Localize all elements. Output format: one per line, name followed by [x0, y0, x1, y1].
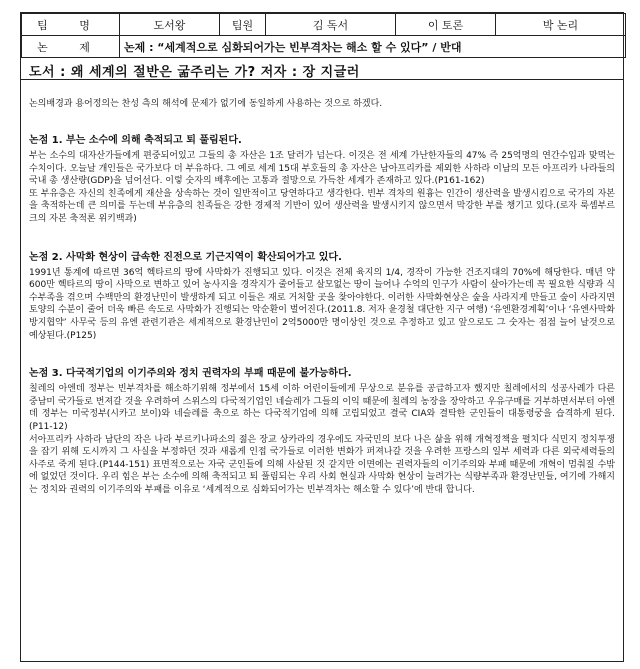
section-body [29, 383, 615, 496]
section-3 [29, 364, 615, 496]
member-1: 김 독서 [266, 14, 396, 36]
paragraph: 또 부유층은 자신의 친족에게 재산을 상속하는 것이 일반적이고 당연하다고 생각한다. 빈부 격차의 원흉는 인간이 생산력을 발생시킴으로 국가의 자본을 축적하는데 큰 의미를 두는데 부유층의 친족들은 강한 경제적 기반이 있어 생산력을 발생시키지 않으면서 막강한 부를 챙기고 있다.(로자 룩셈부르크의 자본 축적론 위키백과) [29, 188, 615, 224]
section-title: 논점 1. 부는 소수에 의해 축적되고 퇴 풀림된다. [29, 135, 242, 146]
team-label: 팀 명 [22, 14, 120, 36]
member-3: 박 논리 [496, 14, 626, 36]
book-line: 도서 : 왜 세계의 절반은 굶주리는 가? 저자 : 장 지글러 [21, 58, 623, 80]
section-title: 논점 3. 다국적기업의 이기주의와 정치 권력자의 부패 때문에 불가능하다. [29, 368, 352, 380]
section-body [29, 150, 615, 226]
member-label: 팀원 [220, 14, 266, 36]
topic-row [22, 36, 626, 58]
essay-body [21, 80, 623, 496]
info-table [21, 13, 626, 58]
section-title: 논점 2. 사막화 현상이 급속한 진전으로 기근지역이 확산되어가고 있다. [29, 251, 342, 263]
paragraph: 부는 소수의 대자산가들에게 편중되어있고 그들의 총 자산은 1조 달러가 넘는다. 이것은 전 세계 가난한자들의 47% 즉 25억명의 연간수입과 맞먹는 수치이다. 오늘날 개인들은 국가보다 더 부유하다. 그 예로 세계 15대 부호들의 총 자산은 남아프리카를 제외한 사하라 이남의 모든 아프리카 나라들의 국내 총 생산량(GDP)을 넘어선다. 이렇 숫자의 배후에는 고통과 절망으로 가득찬 세계가 존재하고 있다.(P161-162) [29, 151, 615, 187]
team-name: 도서왕 [120, 14, 220, 36]
section-2 [29, 248, 615, 343]
document-sheet [20, 12, 624, 662]
paragraph: 1991년 통계에 따르면 36억 헥타르의 땅에 사막화가 진행되고 있다. 이것은 전체 육지의 1/4, 경작이 가능한 건조지대의 70%에 해당한다. 매년 약600만 헥타르의 땅이 사막으로 변하고 있어 농사지을 경작지가 줄어들고 살모없는 땅이 늘어나 수억의 인구가 사람이 살아가는데 꼭 필요한 식량과 식수부족을 겪으며 수백만의 환경난민이 발생하게 되고 이들은 재로 거처할 곳을 찾아야한다. 이러한 사막화현상은 숲을 사라지게 만들고 숲이 사라지면 토양의 수분이 줄어 더욱 빠른 속도로 사막화가 진행되는 악순환이 벌어진다.(2011.8. 저자 윤경철 대단한 지구 여행) ‘유엔환경계획’이나 ‘유엔사막화 방지협약’ 사무국 등의 유엔 관련기관은 세계적으로 환경난민이 2억5000만 명이상인 것으로 추정하고 있고 앞으로도 그 숫자는 점점 늘어 날것으로 예상된다.(P125) [29, 267, 615, 341]
member-2: 이 토론 [396, 14, 496, 36]
paragraph: 칠레의 아엔데 정부는 빈부격차를 해소하기위해 정부에서 15세 이하 어린이들에게 무상으로 분유를 공급하고자 했지만 칠레에서의 성공사례가 다른 중남미 국가들로 번져갈 것을 우려하여 스위스의 다국적기업인 네슬레가 그들의 이익 때문에 칠레의 농장을 장악하고 우유구매를 거부하면서부터 아엔데 정부는 미국정부(시카고 보이)와 네슬레를 축으로 하는 다국적기업에 의해 고립되었고 결국 CIA와 결탁한 군인들이 대통령궁을 습격하게 된다.(P11-12) [29, 384, 615, 432]
section-body [29, 267, 615, 343]
paragraph: 서아프리카 사하라 남단의 작은 나라 부르키나파소의 젊은 장교 상카라의 경우에도 자국민의 보다 나은 삶을 위해 개혁정책을 펼치다 식민지 정치투쟁을 잡기 위해 도시까지 그 사실을 부정하던 것과 새롭게 인접 국가들로 이러한 변화가 퍼져나갈 것을 우려한 프랑스의 일부 세력과 다른 외국세력들의 사주로 죽게 된다.(P144-151) 표면적으로는 자국 군인들에 의해 사살된 것 같지만 이면에는 권력자들의 이기주의와 부패 때문에 개혁이 멈춰질 수밖에 없었던 것이다. 우리 힘은 부는 소수에 의해 축적되고 퇴 풀림되는 우리 사회 현실과 사막화 현상이 늘려가는 식량부족과 환경난민들, 여기에 가해지는 정치와 권력의 이기주의와 부패를 이유로 ‘세계적으로 심화되어가는 빈부격차는 해소할 수 있다’에 반대 합니다. [29, 434, 615, 495]
intro-note: 논의배경과 용어정의는 찬성 측의 해석에 문제가 없기에 동일하게 사용하는 것으로 하겠다. [29, 99, 383, 109]
section-1 [29, 131, 615, 226]
team-row [22, 14, 626, 36]
topic-label: 논 제 [22, 36, 120, 58]
topic-text: 논제 : “세계적으로 심화되어가는 빈부격차는 해소 할 수 있다” / 반대 [120, 36, 626, 58]
